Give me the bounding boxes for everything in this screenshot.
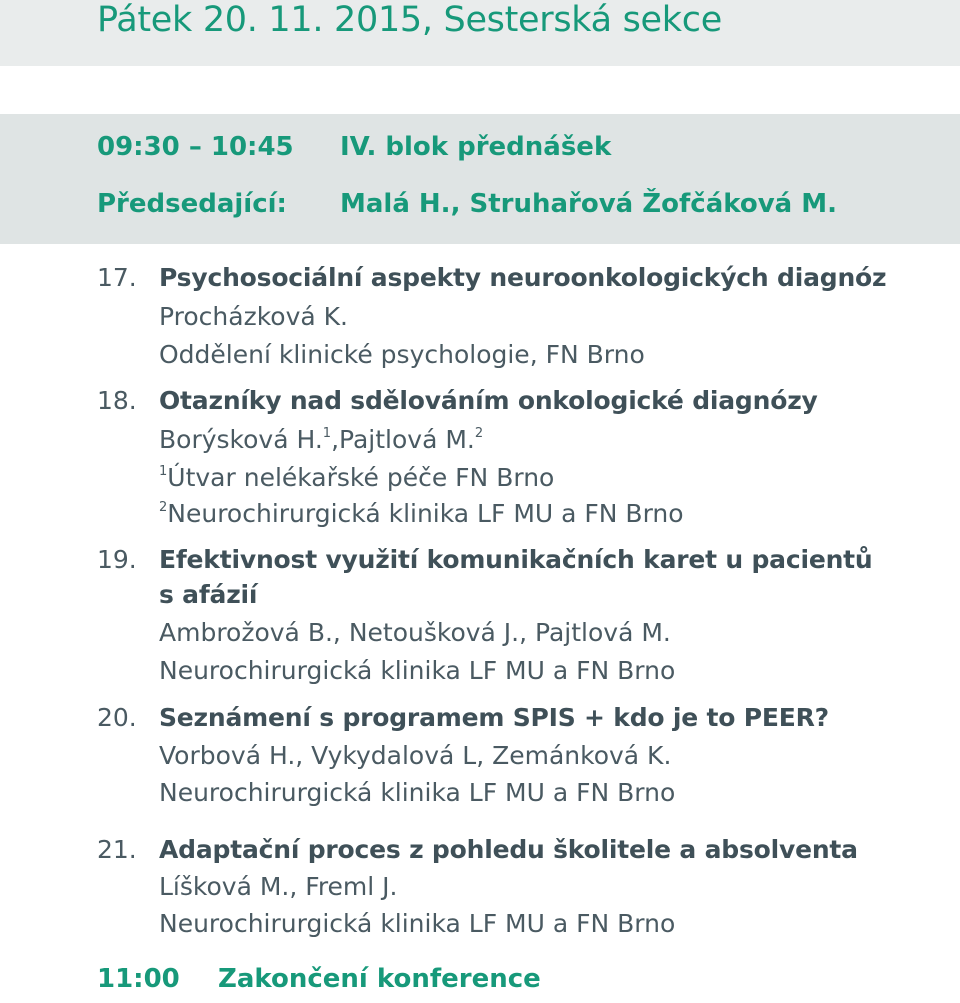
closing-label: Zakončení konference	[218, 964, 541, 994]
lecture-authors: Líšková M., Freml J.	[159, 872, 398, 901]
day-header	[0, 0, 960, 66]
chairs-label: Předsedající:	[97, 189, 287, 219]
lecture-title-continued: s afázií	[159, 580, 258, 609]
lecture-authors: Procházková K.	[159, 302, 348, 331]
day-title: Pátek 20. 11. 2015, Sesterská sekce	[97, 0, 722, 40]
lecture-affiliation: Neurochirurgická klinika LF MU a FN Brno	[159, 778, 676, 807]
item-number: 17.	[97, 263, 137, 292]
lecture-title: Otazníky nad sdělováním onkologické diagnózy	[159, 386, 818, 415]
author-name: ,Pajtlová M.	[331, 425, 475, 454]
lecture-title: Adaptační proces z pohledu školitele a absolventa	[159, 835, 858, 864]
lecture-affiliation: Neurochirurgická klinika LF MU a FN Brno	[159, 909, 676, 938]
lecture-authors: Ambrožová B., Netoušková J., Pajtlová M.	[159, 618, 671, 647]
affiliation-mark: 1	[322, 426, 332, 441]
block-time: 09:30 – 10:45	[97, 132, 294, 162]
affiliation-text: Neurochirurgická klinika LF MU a FN Brno	[167, 499, 684, 528]
item-number: 21.	[97, 835, 137, 864]
affiliation-mark: 1	[159, 464, 168, 479]
closing-time: 11:00	[97, 964, 180, 994]
lecture-authors: Vorbová H., Vykydalová L, Zemánková K.	[159, 741, 672, 770]
item-number: 20.	[97, 703, 137, 732]
affiliation-mark: 2	[474, 426, 484, 441]
lecture-authors	[159, 425, 483, 455]
affiliation-text: Útvar nelékařské péče FN Brno	[167, 463, 555, 492]
lecture-affiliation	[159, 463, 554, 493]
chairs-names: Malá H., Struhařová Žofčáková M.	[340, 189, 837, 219]
author-name: Borýsková H.	[159, 425, 323, 454]
lecture-title: Efektivnost využití komunikačních karet u pacientů	[159, 545, 873, 574]
session-block-header	[0, 114, 960, 244]
lecture-affiliation: Neurochirurgická klinika LF MU a FN Brno	[159, 656, 676, 685]
lecture-affiliation	[159, 499, 684, 529]
lecture-title: Psychosociální aspekty neuroonkologických diagnóz	[159, 263, 887, 292]
lecture-affiliation: Oddělení klinické psychologie, FN Brno	[159, 340, 645, 369]
item-number: 19.	[97, 545, 137, 574]
item-number: 18.	[97, 386, 137, 415]
block-name: IV. blok přednášek	[340, 132, 612, 162]
affiliation-mark: 2	[159, 500, 168, 515]
lecture-title: Seznámení s programem SPIS + kdo je to PEER?	[159, 703, 829, 732]
